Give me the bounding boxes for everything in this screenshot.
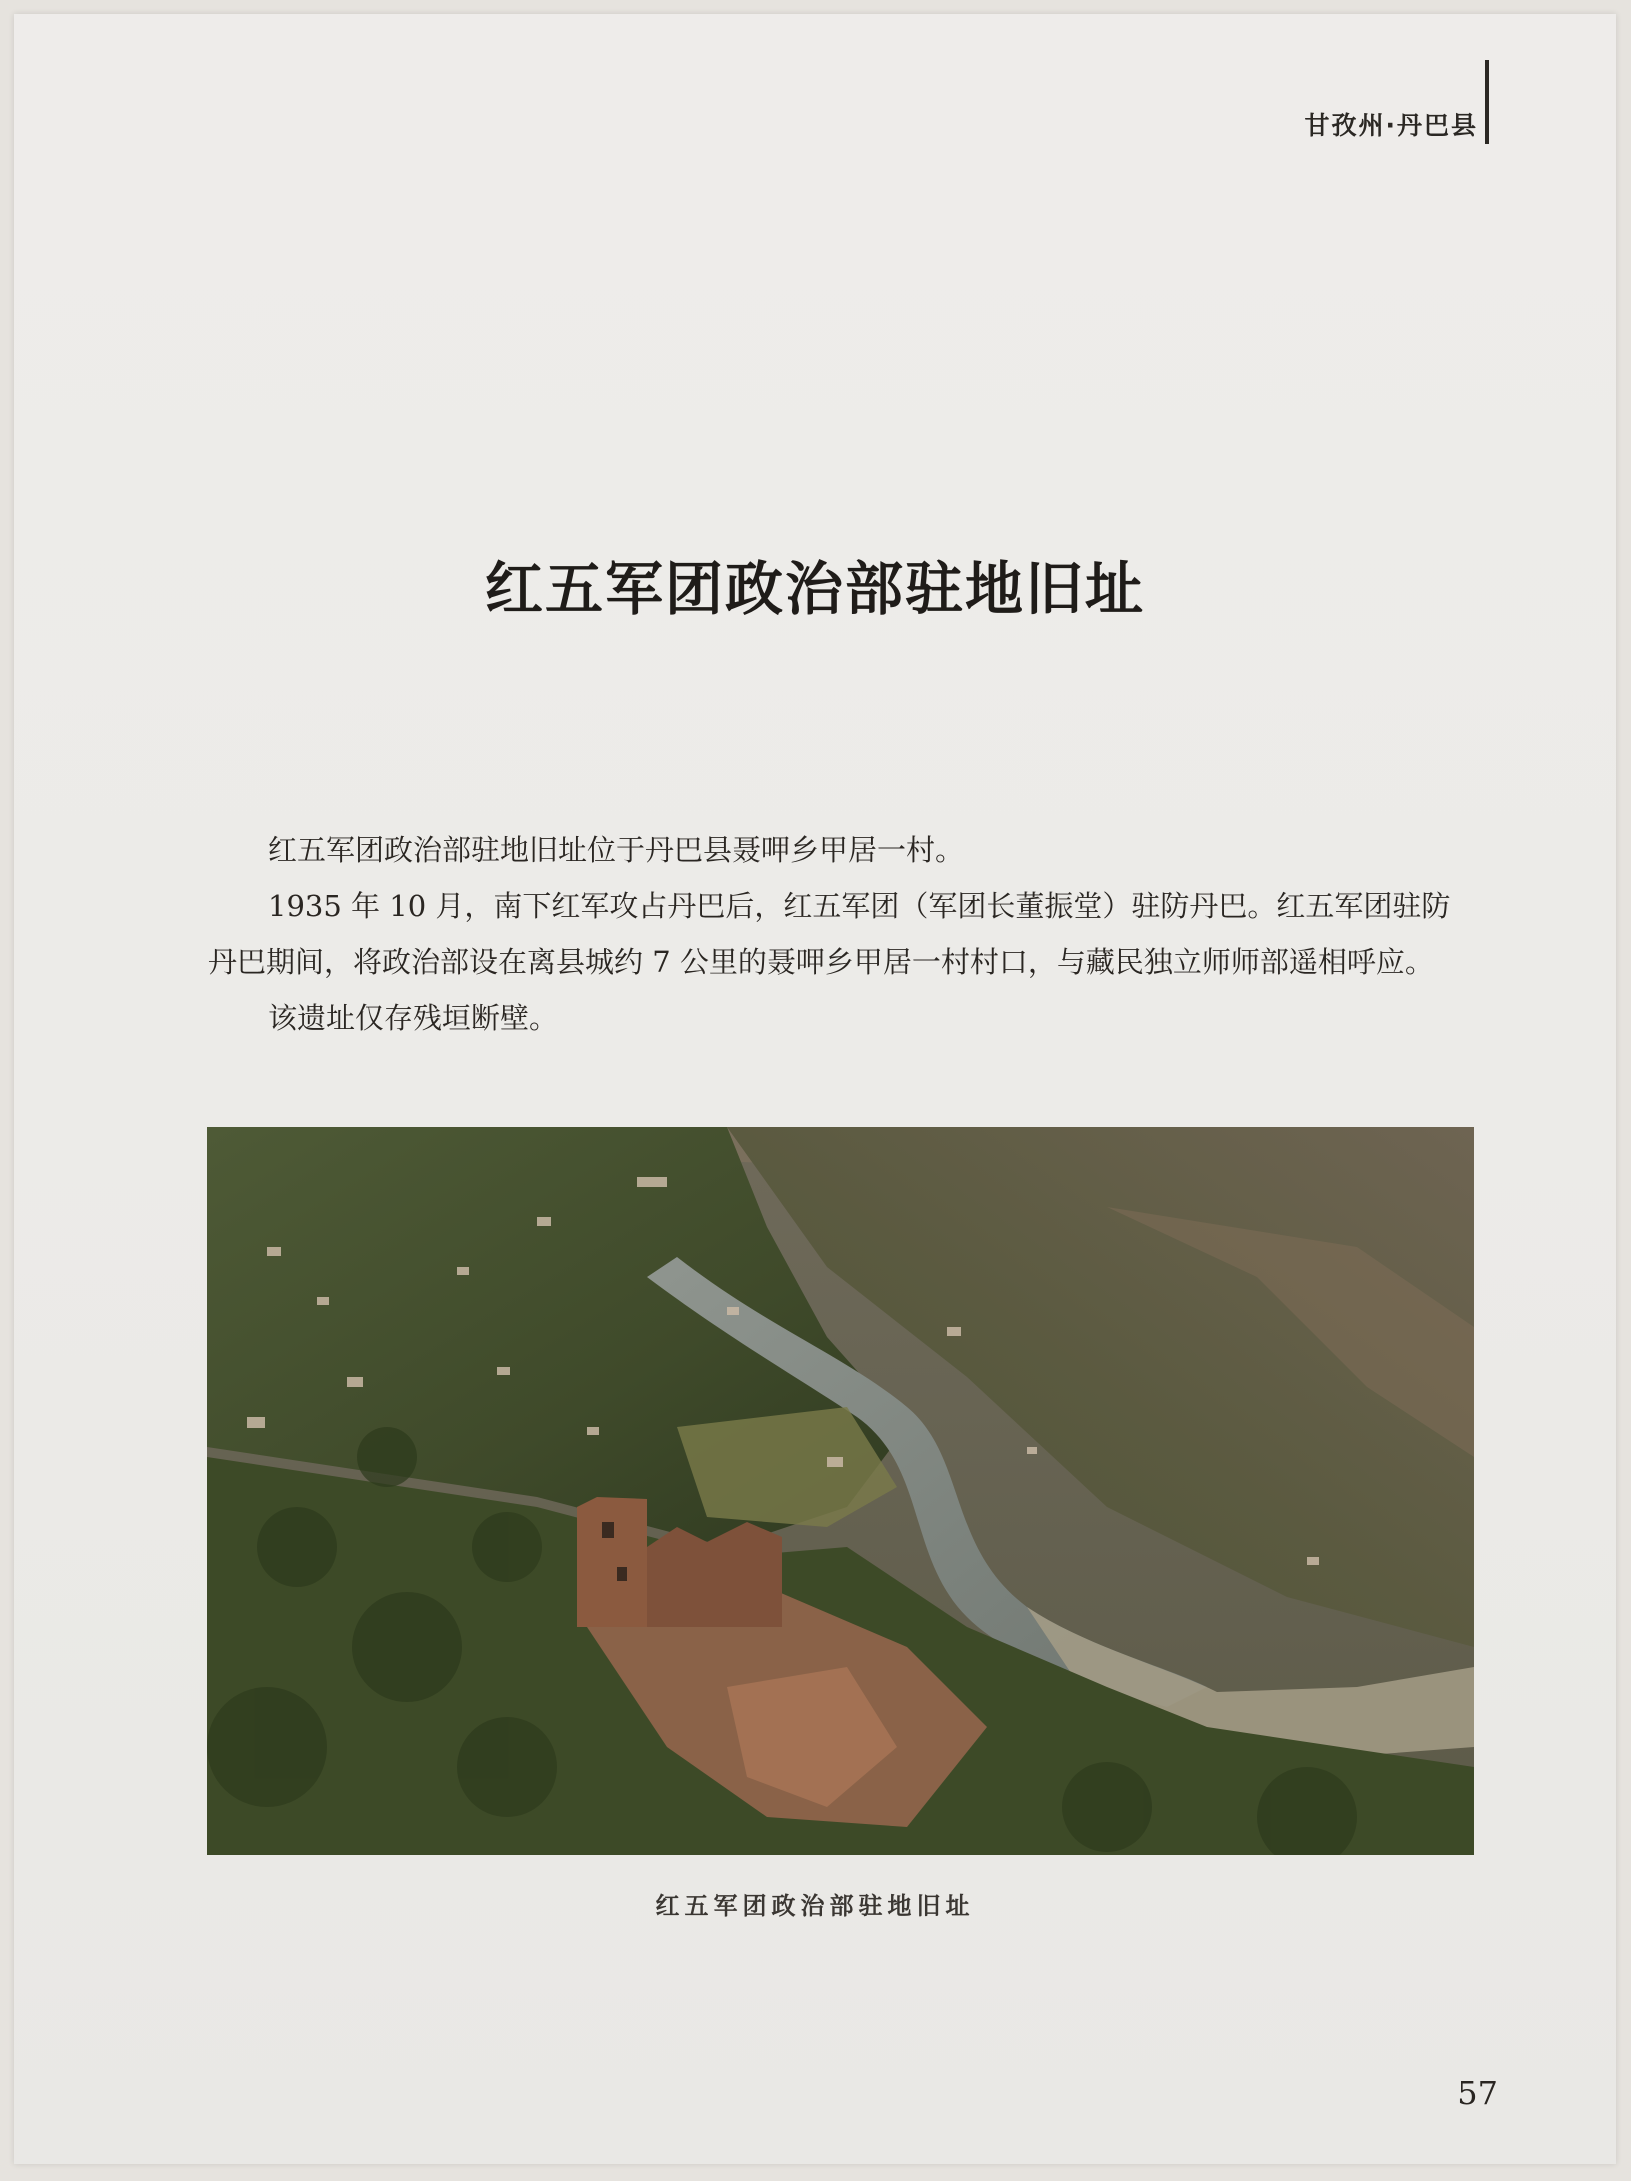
paragraph-1: 红五军团政治部驻地旧址位于丹巴县聂呷乡甲居一村。 (268, 833, 965, 867)
valley-ruins-photo (207, 1127, 1474, 1855)
paragraph-3: 该遗址仅存残垣断壁。 (268, 1001, 559, 1035)
article-body (208, 822, 1468, 1046)
running-head: 甘孜州·丹巴县 (1304, 111, 1478, 140)
header-rule (1485, 60, 1489, 144)
page-title: 红五军团政治部驻地旧址 (484, 555, 1145, 623)
book-page (14, 14, 1616, 2164)
paragraph-2: 1935 年 10 月，南下红军攻占丹巴后，红五军团（军团长董振堂）驻防丹巴。红五军团驻防丹巴期间，将政治部设在离县城约 7 公里的聂呷乡甲居一村村口，与藏民独立师师部遥相呼应。 (208, 889, 1451, 979)
page-number: 57 (1457, 2074, 1498, 2112)
photo-caption: 红五军团政治部驻地旧址 (655, 1892, 975, 1920)
